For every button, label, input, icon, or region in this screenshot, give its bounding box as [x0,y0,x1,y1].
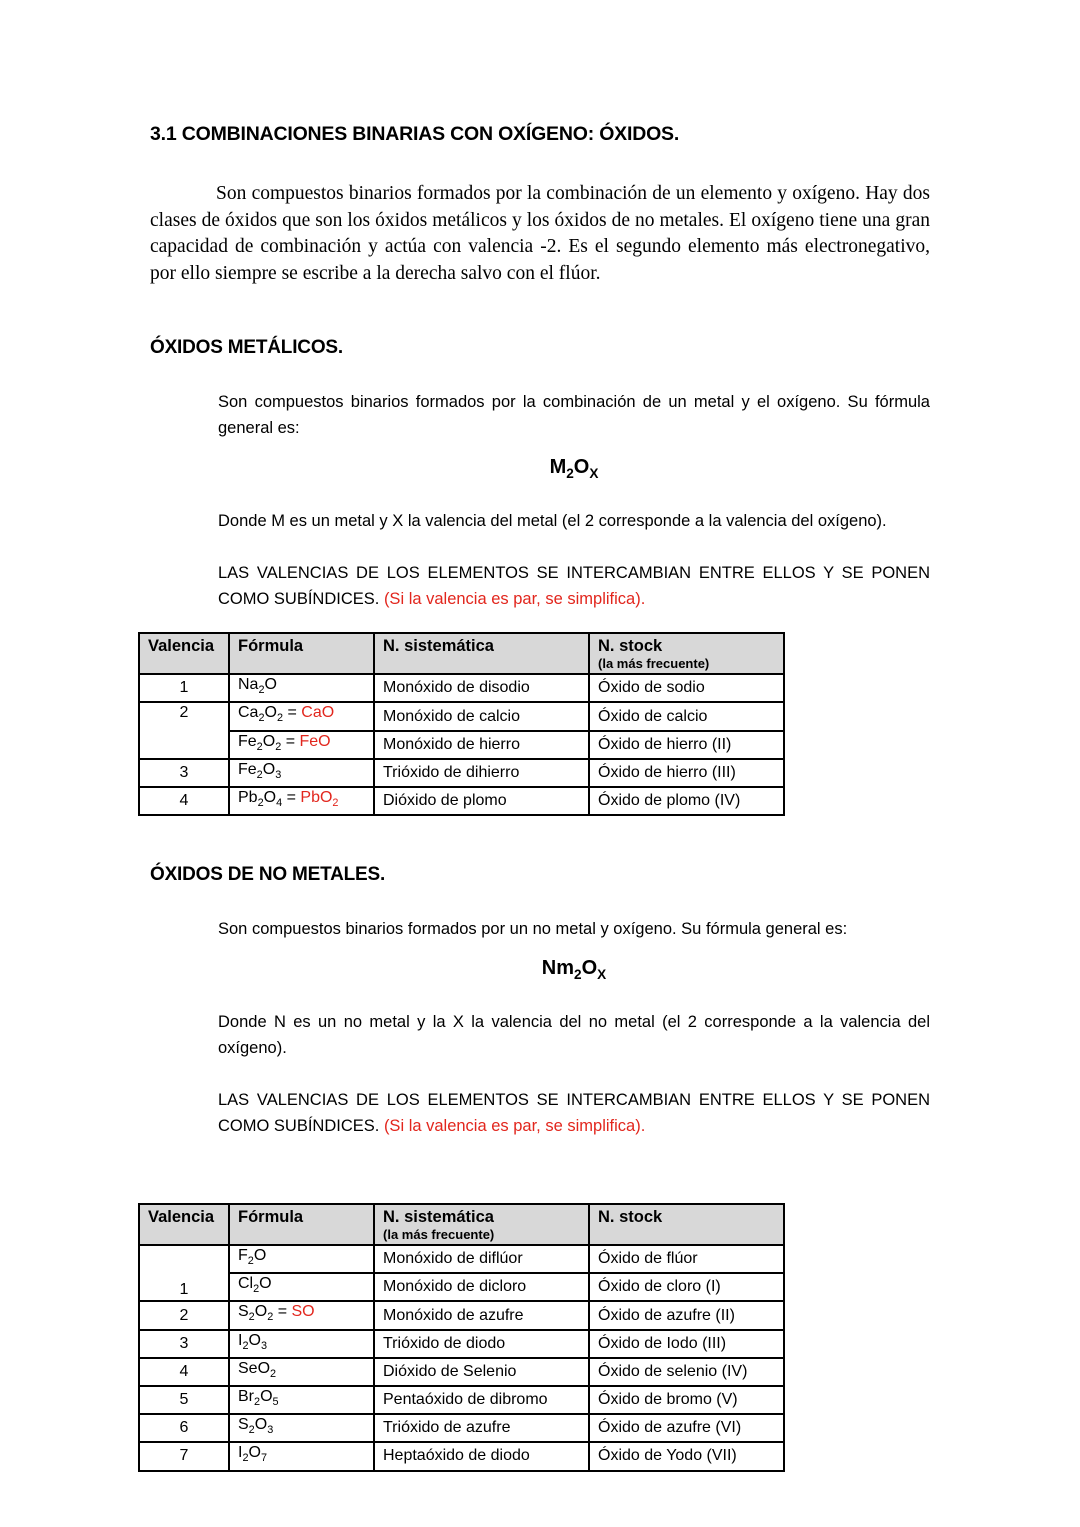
formula-cell: $Pb_2O_4 = PbO_2$ [229,787,374,815]
valencia-cell: 4 [139,1358,229,1386]
valencias-rule-text: LAS VALENCIAS DE LOS ELEMENTOS SE INTERCAMBIAN ENTRE ELLOS Y SE PONEN COMO SUBÍNDICES. [218,1091,930,1136]
stock-cell: Óxido de plomo (IV) [589,787,784,815]
sistematica-cell: Trióxido de dihierro [374,759,589,787]
column-header: Valencia [139,1204,229,1245]
sistematica-cell: Monóxido de azufre [374,1301,589,1329]
page-title: 3.1 COMBINACIONES BINARIAS CON OXÍGENO: ÓXIDOS. [150,123,680,145]
column-header: Fórmula [229,1204,374,1245]
formula-cell: $S_2O_2$ = SO [229,1301,374,1329]
sistematica-cell: Heptaóxido de diodo [374,1442,589,1470]
column-header: N. sistemática [374,633,589,674]
stock-cell: Óxido de azufre (VI) [589,1414,784,1442]
stock-cell: Óxido de flúor [589,1245,784,1273]
metal-oxides-heading: ÓXIDOS METÁLICOS. [150,337,343,359]
stock-cell: Óxido de Iodo (III) [589,1330,784,1358]
formula-cell: $Fe_2O_3$ [229,759,374,787]
formula-cell: $F_2O$ [229,1245,374,1273]
header-row [139,633,784,674]
formula-cell: $Na_2O$ [229,674,374,702]
stock-cell: Óxido de sodio [589,674,784,702]
formula-cell: SeO$_2$ [229,1358,374,1386]
metal-general-formula: $M_2O_X$ [549,456,599,482]
table-row [139,1301,784,1329]
sistematica-cell: Trióxido de diodo [374,1330,589,1358]
sistematica-cell: Monóxido de hierro [374,731,589,759]
formula-cell: $Ca_2O_2$ = CaO [229,702,374,730]
table-row [139,674,784,702]
table-row [139,1358,784,1386]
sistematica-cell: Dióxido de plomo [374,787,589,815]
stock-cell: Óxido de cloro (I) [589,1273,784,1301]
valencia-cell: 7 [139,1442,229,1470]
valencias-rule-note: (Si la valencia es par, se simplifica). [383,1117,646,1136]
valencia-cell: 3 [139,1330,229,1358]
column-header: N. sistemática (la más frecuente) [374,1204,589,1245]
sistematica-cell: Monóxido de disodio [374,674,589,702]
sistematica-cell: Pentaóxido de dibromo [374,1386,589,1414]
table-row [139,787,784,815]
formula-cell: $S_2O_3$ [229,1414,374,1442]
nonmetal-oxides-heading: ÓXIDOS DE NO METALES. [150,864,386,886]
formula-cell: $Fe_2O_2$ = FeO [229,731,374,759]
formula-cell: $Cl_2O$ [229,1273,374,1301]
header-row [139,1204,784,1245]
valencia-cell: 3 [139,759,229,787]
nonmetal-oxides-explanation: Donde N es un no metal y la X la valencia del no metal (el 2 corresponde a la valencia del oxígeno). [218,1013,930,1058]
nonmetal-oxides-table [138,1203,785,1472]
stock-cell: Óxido de bromo (V) [589,1386,784,1414]
nonmetal-oxides-section [150,864,930,1471]
metal-oxides-explanation: Donde M es un metal y X la valencia del metal (el 2 corresponde a la valencia del oxígeno). [218,512,887,531]
sistematica-cell: Monóxido de diflúor [374,1245,589,1273]
table-row [139,731,784,759]
table-row [139,759,784,787]
metal-oxides-section [150,337,930,816]
valencia-cell: 4 [139,787,229,815]
table-row [139,1442,784,1470]
valencias-rule [218,1087,930,1139]
metal-oxides-table [138,632,785,816]
valencia-cell: 6 [139,1414,229,1442]
column-header: Valencia [139,633,229,674]
nonmetal-oxides-intro: Son compuestos binarios formados por un no metal y oxígeno. Su fórmula general es: [218,920,848,939]
stock-cell: Óxido de hierro (II) [589,731,784,759]
sistematica-cell: Trióxido de azufre [374,1414,589,1442]
sistematica-cell: Monóxido de dicloro [374,1273,589,1301]
metal-oxides-body [218,389,930,612]
formula-cell: $I_2O_7$ [229,1442,374,1470]
table-row [139,702,784,730]
stock-cell: Óxido de calcio [589,702,784,730]
stock-cell: Óxido de hierro (III) [589,759,784,787]
column-header: N. stock [589,1204,784,1245]
column-header: Fórmula [229,633,374,674]
sistematica-cell: Monóxido de calcio [374,702,589,730]
formula-cell: $Br_2O_5$ [229,1386,374,1414]
valencias-rule-text: LAS VALENCIAS DE LOS ELEMENTOS SE INTERCAMBIAN ENTRE ELLOS Y SE PONEN COMO SUBÍNDICES. [218,564,930,609]
table-row [139,1330,784,1358]
table-row [139,1386,784,1414]
column-header: N. stock (la más frecuente) [589,633,784,674]
nonmetal-oxides-body [218,916,930,1139]
valencia-cell: 5 [139,1386,229,1414]
metal-oxides-intro: Son compuestos binarios formados por la combinación de un metal y el oxígeno. Su fórmula general es: [218,393,930,438]
valencias-rule-note: (Si la valencia es par, se simplifica). [383,590,646,609]
sistematica-cell: Dióxido de Selenio [374,1358,589,1386]
stock-cell: Óxido de azufre (II) [589,1301,784,1329]
intro-paragraph: Son compuestos binarios formados por la combinación de un elemento y oxígeno. Hay dos clases de óxidos que son los óxidos metálicos y los óxidos de no metales. El oxígeno tiene una gran capacidad de combinación y actúa con valencia -2. Es el segundo elemento más electronegativo, por ello siempre se escribe a la derecha salvo con el flúor. [150,183,930,284]
valencia-cell: 1 [139,1245,229,1301]
valencia-cell: 2 [139,1301,229,1329]
table-row [139,1273,784,1301]
formula-cell: $I_2O_3$ [229,1330,374,1358]
table-row [139,1414,784,1442]
table-row [139,1245,784,1273]
nonmetal-general-formula: $Nm_2O_X$ [541,957,607,983]
stock-cell: Óxido de Yodo (VII) [589,1442,784,1470]
valencia-cell: 2 [139,702,229,758]
valencias-rule [218,560,930,612]
stock-cell: Óxido de selenio (IV) [589,1358,784,1386]
valencia-cell: 1 [139,674,229,702]
